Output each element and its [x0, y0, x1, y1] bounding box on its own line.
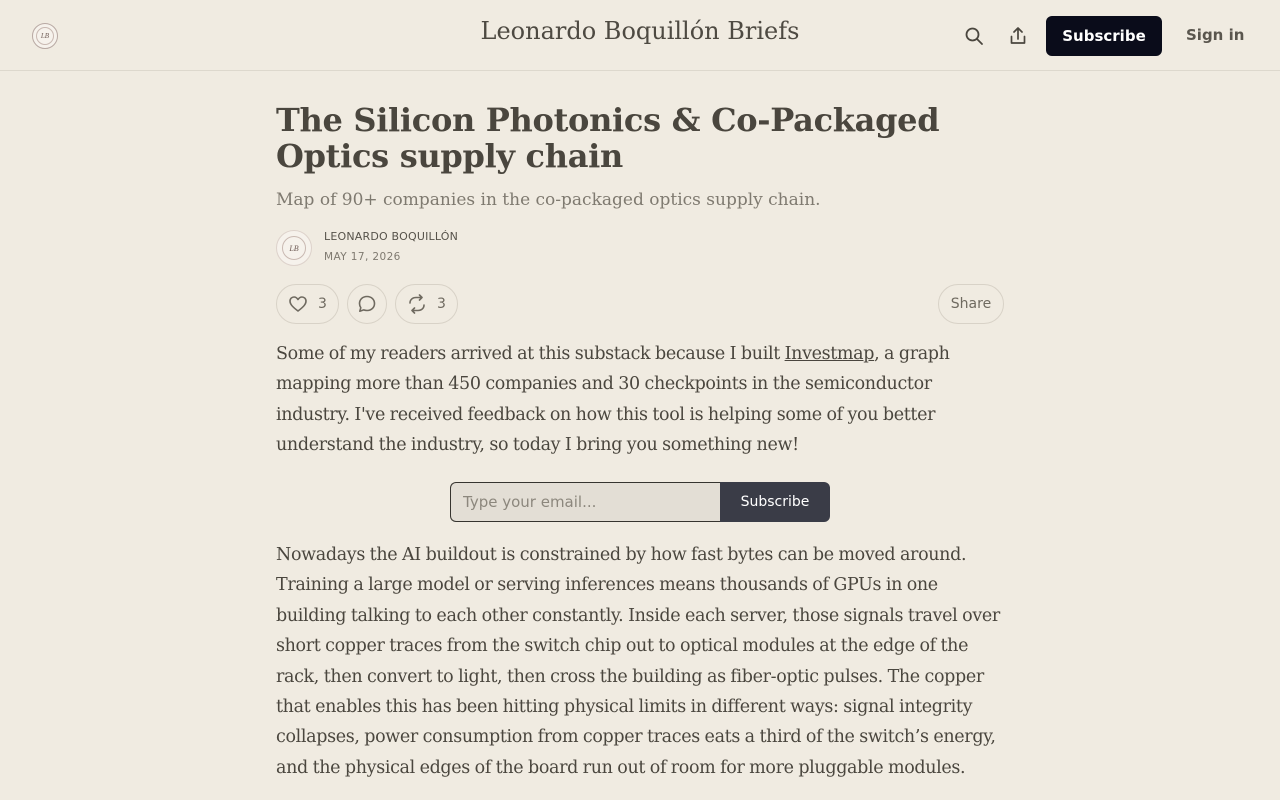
logo-monogram: LB — [36, 27, 54, 45]
avatar-monogram: LB — [282, 236, 306, 260]
restack-count: 3 — [437, 296, 446, 312]
top-navigation — [0, 0, 1280, 71]
author-name[interactable]: LEONARDO BOQUILLÓN — [324, 230, 459, 243]
heart-icon — [288, 294, 308, 314]
restack-button[interactable] — [395, 284, 458, 324]
subscribe-form — [450, 482, 830, 522]
intro-text-end: , a graph mapping more than 450 companies and 30 checkpoints in the semiconductor industry. I've received feedback on how this tool is helping some of you better understand the industry, so today I bring you something new! — [276, 344, 950, 456]
comment-button[interactable] — [347, 284, 387, 324]
email-input[interactable] — [450, 482, 720, 522]
share-publication-button[interactable] — [1006, 24, 1030, 48]
share-post-button[interactable] — [938, 284, 1004, 324]
publication-logo[interactable] — [32, 23, 58, 49]
like-count: 3 — [318, 296, 327, 312]
restack-icon — [407, 294, 427, 314]
body-paragraph: Nowadays the AI buildout is constrained by how fast bytes can be moved around. Training a large model or serving inferences means thousands of GPUs in one building talking to each other constantly. Inside each server, those signals travel over short copper traces from the switch chip out to optical modules at the edge of the rack, then convert to light, then cross the building as fiber-optic pulses. The copper that enables this has been hitting physical limits in different ways: signal integrity collapses, power consumption from copper traces eats a third of the switch’s energy, and the physical edges of the board run out of room for more pluggable modules. — [276, 545, 1000, 778]
post-subtitle: Map of 90+ companies in the co-packaged optics supply chain. — [276, 190, 821, 210]
post-title: The Silicon Photonics & Co-Packaged Optics supply chain — [276, 101, 940, 175]
like-button[interactable] — [276, 284, 339, 324]
search-icon — [964, 26, 984, 46]
share-icon — [1008, 26, 1028, 46]
comment-icon — [357, 294, 377, 314]
inline-subscribe-button[interactable]: Subscribe — [720, 482, 830, 522]
site-title[interactable]: Leonardo Boquillón Briefs — [480, 17, 800, 45]
intro-paragraph — [276, 339, 1008, 461]
intro-text-start: Some of my readers arrived at this substack because I built — [276, 344, 785, 364]
sign-in-link[interactable]: Sign in — [1186, 26, 1245, 44]
author-avatar[interactable] — [276, 230, 312, 266]
post-date: MAY 17, 2026 — [324, 251, 401, 263]
search-button[interactable] — [962, 24, 986, 48]
header-subscribe-button[interactable]: Subscribe — [1046, 16, 1162, 56]
share-label: Share — [950, 296, 992, 312]
investmap-link[interactable]: Investmap — [784, 344, 875, 364]
